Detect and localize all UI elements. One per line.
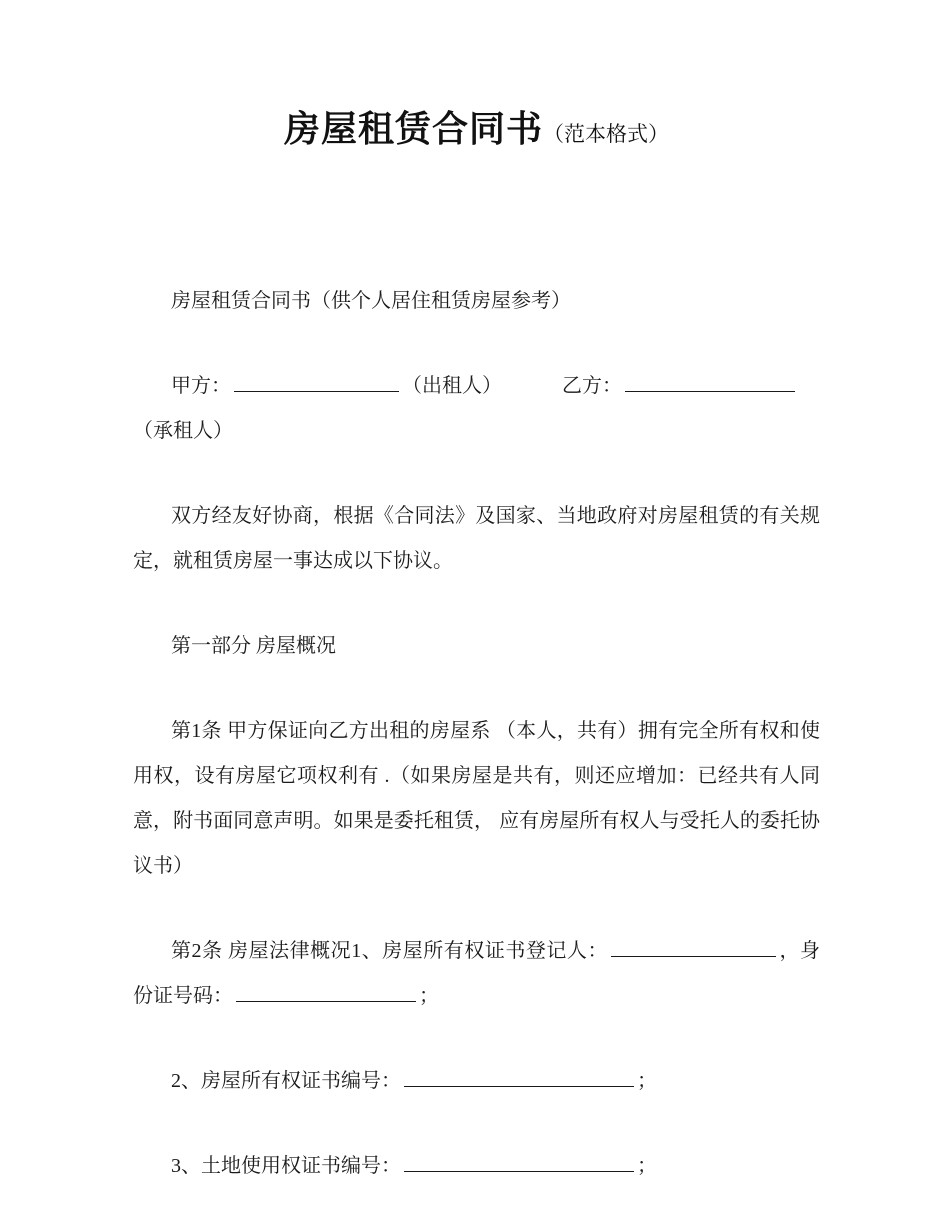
party-b-role: （承租人） <box>133 420 233 442</box>
id-number-blank[interactable] <box>236 982 416 1002</box>
item-2-label: 2、房屋所有权证书编号： <box>171 1070 401 1092</box>
page-title: 房屋租赁合同书 <box>283 108 543 149</box>
ownership-cert-number-blank[interactable] <box>404 1067 634 1087</box>
article-2-end: ； <box>419 985 439 1007</box>
item-3-end: ； <box>637 1155 657 1177</box>
page-title-note: （范本格式） <box>543 122 669 146</box>
subtitle-paragraph: 房屋租赁合同书（供个人居住租赁房屋参考） <box>171 290 571 312</box>
item-3-paragraph <box>133 1144 820 1189</box>
party-a-role: （出租人） <box>402 375 502 397</box>
land-use-cert-number-blank[interactable] <box>404 1152 634 1172</box>
party-a-label: 甲方： <box>171 375 231 397</box>
article-1-paragraph: 第1条 甲方保证向乙方出租的房屋系 （本人，共有）拥有完全所有权和使用权，设有房屋它项权利有 .（如果房屋是共有，则还应增加：已经共有人同意，附书面同意声明。如果是委托租赁， 应有房屋所有权人与受托人的委托协议书） <box>133 720 820 877</box>
party-a-blank[interactable] <box>234 372 399 392</box>
section-heading: 第一部分 房屋概况 <box>171 635 336 657</box>
item-3-label: 3、土地使用权证书编号： <box>171 1155 401 1177</box>
article-2-paragraph <box>133 929 820 1019</box>
article-2-mid: ，身份证号码： <box>133 940 821 1007</box>
party-b-blank[interactable] <box>625 372 795 392</box>
intro-paragraph: 双方经友好协商，根据《合同法》及国家、当地政府对房屋租赁的有关规定，就租赁房屋一事达成以下协议。 <box>133 505 820 572</box>
article-2-lead: 第2条 房屋法律概况1、房屋所有权证书登记人： <box>171 940 608 962</box>
item-2-end: ； <box>637 1070 657 1092</box>
registrant-blank[interactable] <box>611 937 776 957</box>
title-line <box>133 105 820 161</box>
item-2-paragraph <box>133 1059 820 1104</box>
parties-paragraph <box>133 364 820 454</box>
party-b-label: 乙方： <box>562 375 622 397</box>
